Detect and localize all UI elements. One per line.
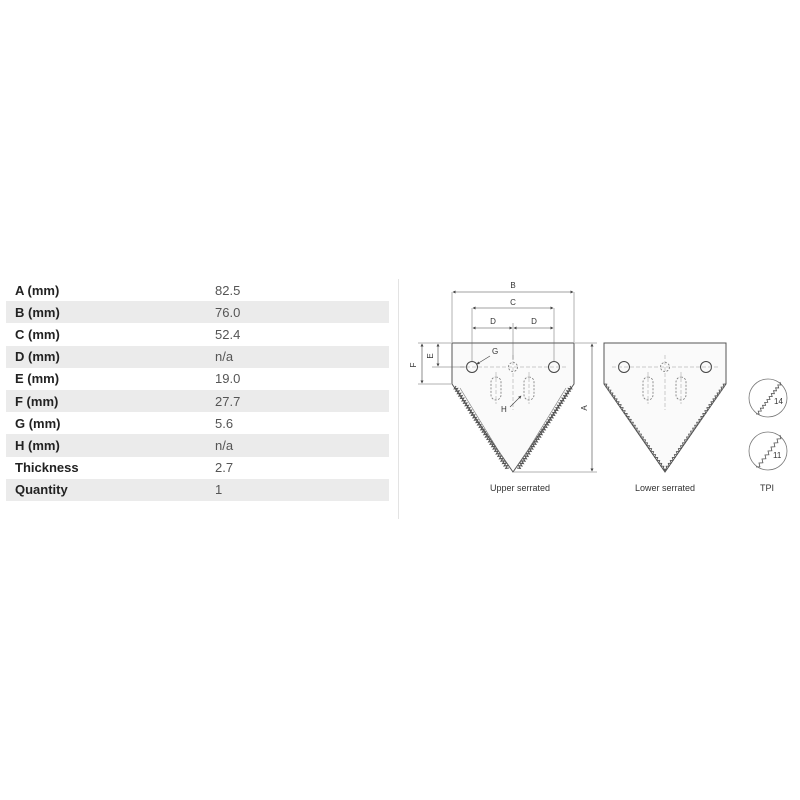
spec-row-h [6,434,389,456]
upper-serrated-blade [452,343,574,472]
spec-row-c [6,323,389,345]
caption-upper-serrated: Upper serrated [489,483,551,493]
spec-value: 1 [215,482,223,498]
tpi-14-label: 14 [774,397,783,406]
spec-label: G (mm) [15,415,61,431]
tpi-11-label: 11 [773,451,782,460]
spec-label: D (mm) [15,349,60,365]
caption-lower-serrated: Lower serrated [634,483,696,493]
spec-row-a [6,279,389,301]
spec-table [6,279,389,501]
spec-label: B (mm) [15,304,60,320]
label-c: C [510,298,516,307]
tpi-14-detail [749,379,787,417]
spec-value: n/a [215,349,234,365]
spec-row-b [6,301,389,323]
label-g: G [492,347,499,356]
spec-label: E (mm) [15,371,60,387]
label-h: H [501,405,507,414]
label-d: D [531,317,537,326]
blade-diagram [400,270,800,520]
column-divider [398,279,399,519]
spec-row-e [6,368,389,390]
spec-label: F (mm) [15,393,59,409]
caption-tpi: TPI [759,483,775,493]
spec-row-thickness [6,457,389,479]
spec-value: n/a [215,437,234,453]
spec-label: Quantity [15,482,68,498]
label-d: D [490,317,496,326]
spec-row-f [6,390,389,412]
spec-value: 2.7 [215,460,234,476]
spec-value: 19.0 [215,371,241,387]
spec-value: 82.5 [215,282,241,298]
spec-value: 27.7 [215,393,241,409]
spec-label: Thickness [15,460,79,476]
spec-row-quantity [6,479,389,501]
spec-value: 76.0 [215,304,241,320]
tpi-11-detail [749,432,787,470]
label-b: B [510,281,516,290]
spec-row-d [6,346,389,368]
spec-label: H (mm) [15,437,60,453]
lower-serrated-blade [604,343,726,472]
label-f: F [409,362,418,368]
label-a: A [580,405,589,411]
spec-label: A (mm) [15,282,60,298]
spec-value: 5.6 [215,415,234,431]
spec-label: C (mm) [15,326,60,342]
label-e: E [426,353,435,359]
spec-value: 52.4 [215,326,241,342]
spec-row-g [6,412,389,434]
